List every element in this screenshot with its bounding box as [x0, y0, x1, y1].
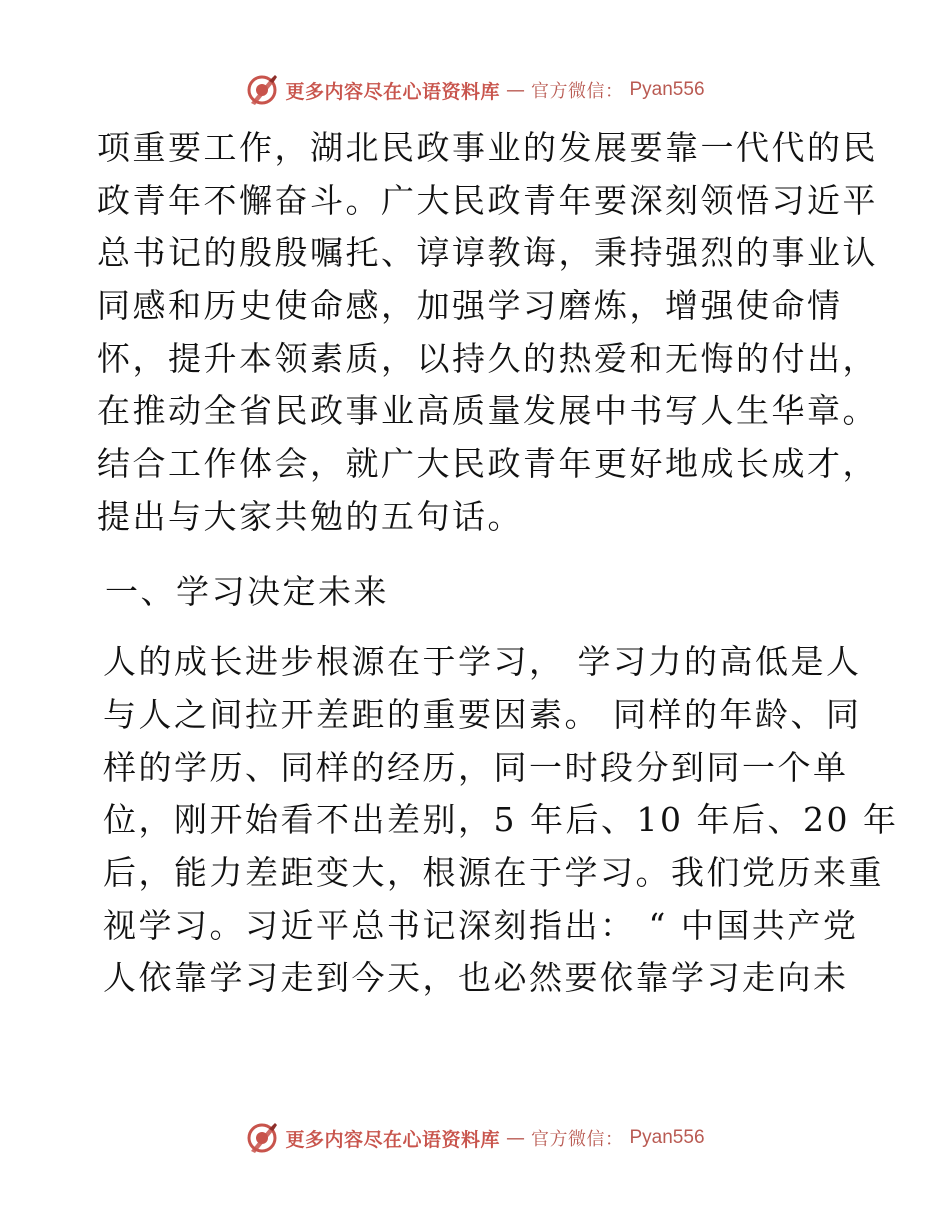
text-line: 位，刚开始看不出差别，5 年后、10 年后、20 年: [103, 800, 899, 840]
watermark-secondary-text: 官方微信：: [531, 81, 624, 102]
text-line: 人的成长进步根源在于学习， 学习力的高低是人: [103, 642, 862, 682]
paragraph-1: [97, 122, 878, 544]
text-line: 后，能力差距变大，根源在于学习。我们党历来重: [103, 852, 884, 892]
watermark-wechat-id: Pyan556: [629, 79, 705, 100]
text-line: 提出与大家共勉的五句话。: [97, 496, 523, 536]
watermark-main-text: 更多内容尽在心语资料库: [285, 80, 500, 103]
watermark-separator: —: [506, 79, 525, 101]
watermark-main-text: 更多内容尽在心语资料库: [285, 1128, 500, 1151]
document-body: [97, 122, 899, 1005]
text-line: 视学习。习近平总书记深刻指出： “ 中国共产党: [103, 905, 859, 945]
text-line: 同感和历史使命感，加强学习磨炼，增强使命情: [97, 286, 843, 326]
text-line: 人依靠学习走到今天，也必然要依靠学习走向未: [103, 958, 849, 998]
pen-logo-icon: [245, 73, 279, 107]
watermark-banner-top: [0, 72, 950, 108]
watermark-banner-bottom: [0, 1120, 950, 1156]
text-line: 怀，提升本领素质，以持久的热爱和无悔的付出，: [97, 338, 878, 378]
section-heading: 一、学习决定未来: [105, 571, 389, 611]
text-line: 政青年不懈奋斗。广大民政青年要深刻领悟习近平: [97, 180, 878, 220]
text-line: 总书记的殷殷嘱托、谆谆教诲，秉持强烈的事业认: [97, 233, 878, 273]
pen-logo-icon: [245, 1121, 279, 1155]
text-line: 结合工作体会，就广大民政青年更好地成长成才，: [97, 444, 878, 484]
text-line: 项重要工作，湖北民政事业的发展要靠一代代的民: [97, 128, 878, 167]
watermark-wechat-id: Pyan556: [629, 1127, 705, 1148]
watermark-secondary-text: 官方微信：: [531, 1129, 624, 1150]
text-line: 与人之间拉开差距的重要因素。 同样的年龄、同: [103, 694, 862, 734]
watermark-separator: —: [506, 1127, 525, 1149]
text-line: 在推动全省民政事业高质量发展中书写人生华章。: [97, 391, 878, 431]
text-line: 样的学历、同样的经历，同一时段分到同一个单: [103, 747, 849, 787]
paragraph-2: [97, 636, 899, 1005]
